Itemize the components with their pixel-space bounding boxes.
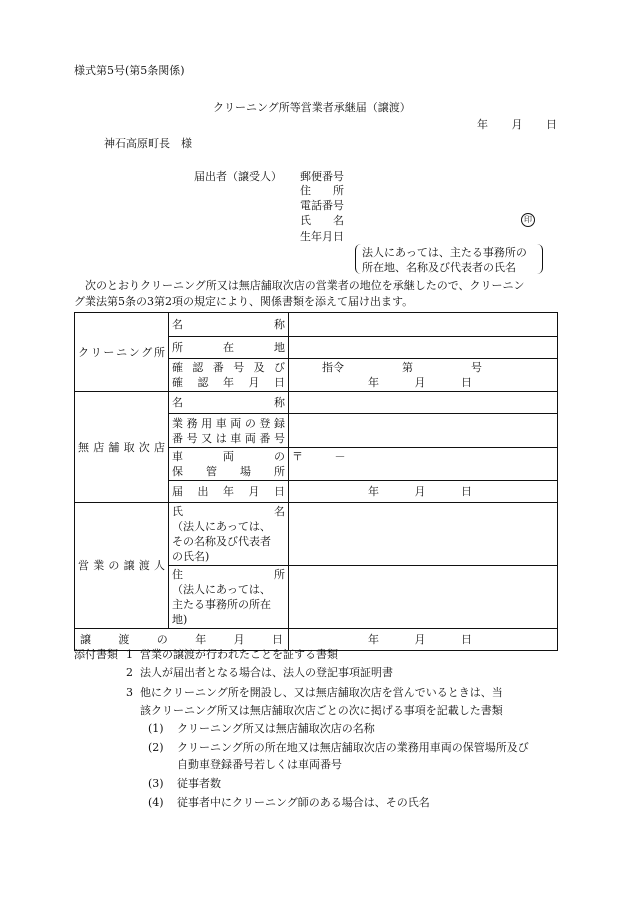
section-transferor: 営業の譲渡人 [75, 503, 169, 629]
sub-4-text: 従事者中にクリーニング師のある場合は、その氏名 [177, 796, 430, 809]
sub-2-no: (2) [148, 741, 164, 754]
notification-table [74, 312, 558, 651]
cleaning-confirm-date [368, 375, 472, 390]
value-transferor-name[interactable] [289, 503, 558, 566]
day-label: 日 [461, 485, 472, 498]
transfer-date [368, 632, 472, 647]
order-label: 指令 [322, 361, 344, 374]
date-year: 年 [477, 118, 488, 131]
label-unmanned-vehicle: 業務用車両の登録 番号又は車両番号 [169, 414, 289, 448]
attachment-1-no: 1 [126, 648, 133, 661]
value-cleaning-location[interactable] [289, 337, 558, 359]
label-transfer-date: 譲渡の年月日 [75, 629, 289, 651]
day-label: 日 [461, 633, 472, 646]
field-postal: 郵便番号 [300, 170, 344, 183]
sub-2-text: クリーニング所の所在地又は無店舗取次店の業務用車両の保管場所及び [177, 741, 529, 754]
year-label: 年 [368, 376, 379, 389]
value-unmanned-filing[interactable] [289, 481, 558, 503]
sub-1-text: クリーニング所又は無店舗取次店の名称 [177, 722, 375, 735]
value-cleaning-name[interactable] [289, 313, 558, 337]
dai-label: 第 [402, 361, 413, 374]
label-transferor-name: 氏 名 （法人にあっては、 その名称及び代表者 の氏名) [169, 503, 289, 566]
attachment-1-text: 営業の譲渡が行われたことを証する書類 [140, 648, 338, 661]
value-unmanned-vehicle[interactable] [289, 414, 558, 448]
value-unmanned-name[interactable] [289, 392, 558, 414]
row-transferor-name [75, 503, 558, 566]
intro-line-1: 次のとおりクリーニング所又は無店舗取次店の営業者の地位を承継したので、クリーニン [74, 279, 525, 292]
corp-note-line-1: 法人にあっては、主たる事務所の [362, 246, 527, 259]
sub-3-text: 従事者数 [177, 777, 221, 790]
day-label: 日 [461, 376, 472, 389]
row-unmanned-name [75, 392, 558, 414]
sub-2-cont: 自動車登録番号若しくは車両番号 [177, 758, 342, 771]
value-cleaning-confirm[interactable] [289, 359, 558, 392]
corp-note-line-2: 所在地、名称及び代表者の氏名 [362, 261, 516, 274]
month-label: 月 [414, 376, 426, 389]
section-cleaning: クリーニング所 [75, 313, 169, 392]
date-month: 月 [511, 118, 523, 131]
label-unmanned-name: 名 称 [169, 392, 289, 414]
field-phone: 電話番号 [300, 199, 344, 212]
go-label: 号 [471, 361, 482, 374]
label-cleaning-location: 所 在 地 [169, 337, 289, 359]
filing-date [368, 484, 472, 499]
applicant-role: 届出者（譲受人） [194, 170, 282, 183]
label-unmanned-filing: 届出年月日 [169, 481, 289, 503]
postal-mark: 〒 [292, 450, 303, 463]
label-cleaning-name: 名 称 [169, 313, 289, 337]
month-label: 月 [414, 485, 426, 498]
date-day: 日 [546, 118, 557, 131]
value-transferor-address[interactable] [289, 566, 558, 629]
month-label: 月 [414, 633, 426, 646]
row-cleaning-name [75, 313, 558, 337]
field-address: 住 所 [300, 184, 344, 197]
form-number: 様式第5号(第5条関係) [74, 64, 185, 77]
form-title: クリーニング所等営業者承継届（譲渡） [213, 101, 411, 114]
date-line [477, 118, 557, 131]
attachment-2-no: 2 [126, 666, 133, 679]
year-label: 年 [368, 485, 379, 498]
label-cleaning-confirm: 確認番号及び 確認年月日 [169, 359, 289, 392]
label-transferor-address: 住 所 （法人にあっては、 主たる事務所の所在 地) [169, 566, 289, 629]
seal-mark: 印 [521, 213, 535, 227]
attachment-3-no: 3 [126, 686, 133, 699]
attachment-3-text: 他にクリーニング所を開設し、又は無店舗取次店を営んでいるときは、当 [140, 686, 503, 699]
field-name: 氏 名 [300, 214, 344, 227]
year-label: 年 [368, 633, 379, 646]
postal-dash: － [334, 450, 346, 463]
addressee: 神石高原町長 様 [104, 137, 192, 150]
section-unmanned: 無店舗取次店 [75, 392, 169, 503]
field-birthdate: 生年月日 [300, 230, 344, 243]
sub-1-no: (1) [148, 722, 164, 735]
label-unmanned-storage: 車両の 保管場所 [169, 448, 289, 481]
value-unmanned-storage[interactable] [289, 448, 558, 481]
attachments-label: 添付書類 [74, 648, 118, 661]
attachment-3-cont: 該クリーニング所又は無店舗取次店ごとの次に掲げる事項を記載した書類 [140, 704, 503, 717]
attachment-2-text: 法人が届出者となる場合は、法人の登記事項証明書 [140, 666, 393, 679]
sub-3-no: (3) [148, 777, 164, 790]
sub-4-no: (4) [148, 796, 164, 809]
intro-line-2: グ業法第5条の3第2項の規定により、関係書類を添えて届け出ます。 [74, 295, 414, 308]
